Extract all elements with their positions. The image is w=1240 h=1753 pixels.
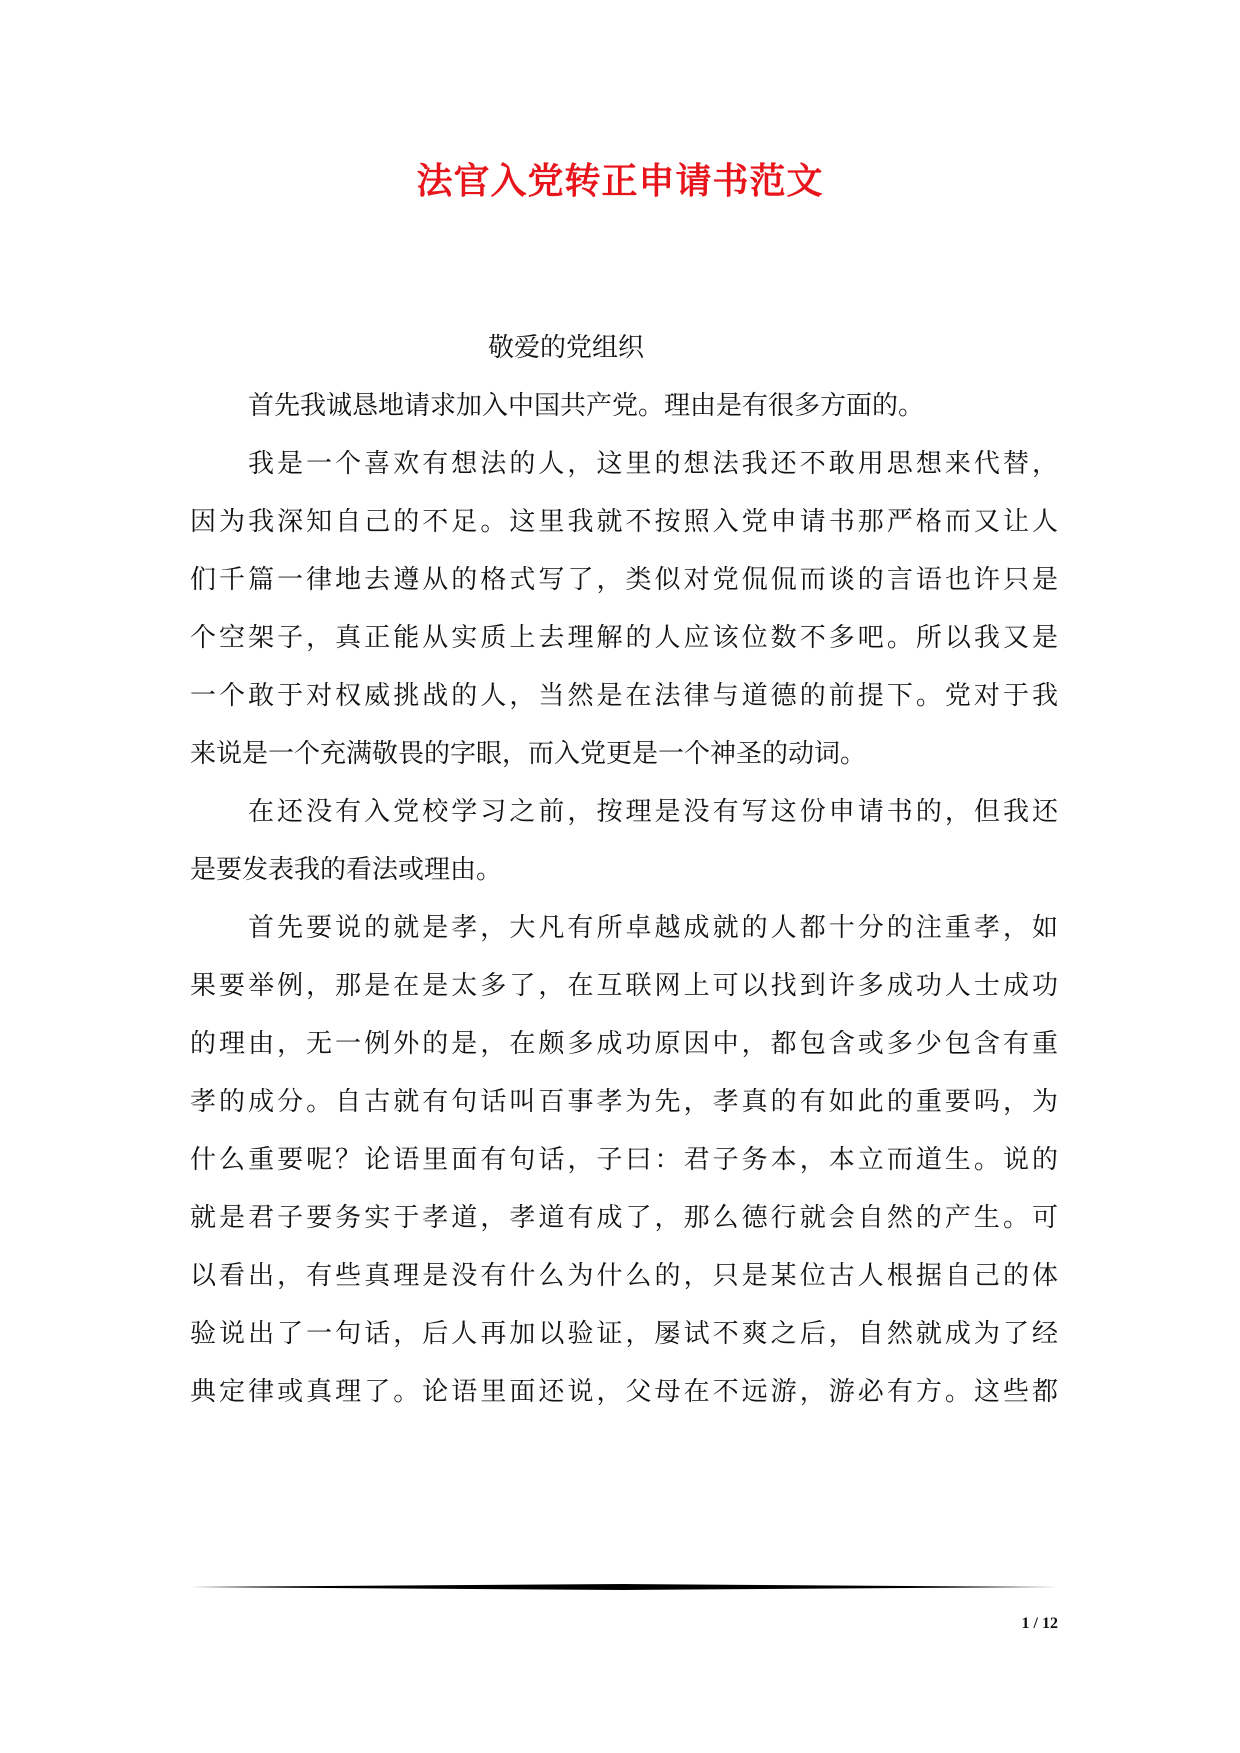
text-line: 的理由，无一例外的是，在颇多成功原因中，都包含或多少包含有重 <box>190 1029 1058 1059</box>
text-line: 个空架子，真正能从实质上去理解的人应该位数不多吧。所以我又是 <box>190 623 1058 653</box>
text-line: 是要发表我的看法或理由。 <box>190 855 503 885</box>
text-line: 以看出，有些真理是没有什么为什么的，只是某位古人根据自己的体 <box>190 1261 1058 1291</box>
document-title: 法官入党转正申请书范文 <box>416 160 824 202</box>
text-line: 首先要说的就是孝，大凡有所卓越成就的人都十分的注重孝，如 <box>248 913 1058 943</box>
text-line: 因为我深知自己的不足。这里我就不按照入党申请书那严格而又让人 <box>190 507 1058 537</box>
text-line: 首先我诚恳地请求加入中国共产党。理由是有很多方面的。 <box>248 391 925 421</box>
text-line: 就是君子要务实于孝道，孝道有成了，那么德行就会自然的产生。可 <box>190 1203 1058 1233</box>
text-line: 来说是一个充满敬畏的字眼，而入党更是一个神圣的动词。 <box>190 739 867 769</box>
salutation: 敬爱的党组织 <box>488 333 645 363</box>
text-line: 果要举例，那是在是太多了，在互联网上可以找到许多成功人士成功 <box>190 971 1058 1001</box>
text-line: 我是一个喜欢有想法的人，这里的想法我还不敢用思想来代替， <box>248 449 1058 479</box>
text-line: 一个敢于对权威挑战的人，当然是在法律与道德的前提下。党对于我 <box>190 681 1058 711</box>
text-line: 典定律或真理了。论语里面还说，父母在不远游，游必有方。这些都 <box>190 1377 1058 1407</box>
text-line: 们千篇一律地去遵从的格式写了，类似对党侃侃而谈的言语也许只是 <box>190 565 1058 595</box>
text-line: 在还没有入党校学习之前，按理是没有写这份申请书的，但我还 <box>248 797 1058 827</box>
text-line: 什么重要呢？论语里面有句话，子曰：君子务本，本立而道生。说的 <box>190 1145 1058 1175</box>
page-number: 1 / 12 <box>1021 1615 1058 1632</box>
text-line: 孝的成分。自古就有句话叫百事孝为先，孝真的有如此的重要吗，为 <box>190 1087 1058 1117</box>
text-line: 验说出了一句话，后人再加以验证，屡试不爽之后，自然就成为了经 <box>190 1319 1058 1349</box>
footer-divider <box>190 1584 1058 1590</box>
